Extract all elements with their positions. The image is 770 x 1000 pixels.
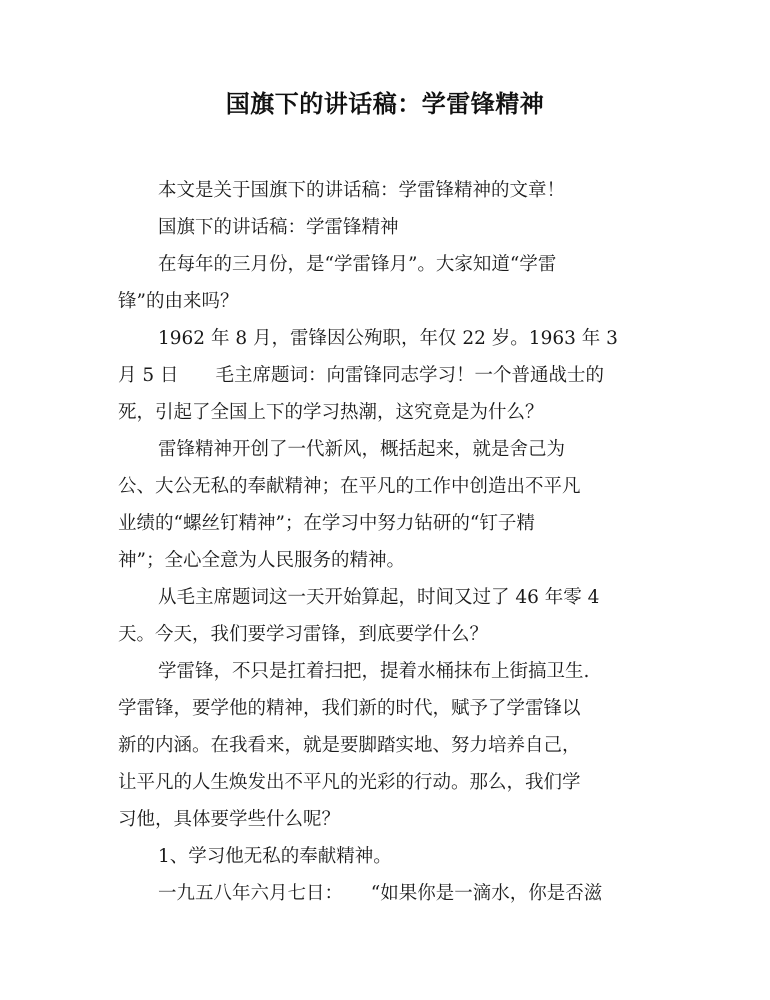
body-line: 一九五八年六月七日： “如果你是一滴水，你是否滋: [158, 883, 603, 904]
body-line: 月 5 日 毛主席题词：向雷锋同志学习！一个普通战士的: [118, 365, 605, 386]
document-title: 国旗下的讲话稿：学雷锋精神: [225, 90, 545, 118]
body-line: 业绩的“螺丝钉精神”；在学习中努力钻研的“钉子精: [118, 513, 535, 534]
body-line: 天。今天，我们要学习雷锋，到底要学什么？: [118, 624, 489, 645]
document-body: [118, 172, 658, 912]
body-line: 锋”的由来吗？: [118, 291, 239, 312]
body-line: 国旗下的讲话稿：学雷锋精神: [158, 217, 399, 238]
body-line: 公、大公无私的奉献精神；在平凡的工作中创造出不平凡: [118, 476, 581, 497]
body-line: 学雷锋，不只是扛着扫把，提着水桶抹布上街搞卫生.: [158, 661, 590, 682]
body-line: 本文是关于国旗下的讲话稿：学雷锋精神的文章！: [158, 180, 566, 201]
body-line: 习他，具体要学些什么呢？: [118, 809, 341, 830]
body-line: 学雷锋，要学他的精神，我们新的时代，赋予了学雷锋以: [118, 698, 581, 719]
body-line: 1962 年 8 月，雷锋因公殉职，年仅 22 岁。1963 年 3: [158, 328, 618, 349]
body-line: 让平凡的人生焕发出不平凡的光彩的行动。那么，我们学: [118, 772, 581, 793]
body-line: 死，引起了全国上下的学习热潮，这究竟是为什么？: [118, 402, 544, 423]
body-line: 雷锋精神开创了一代新风，概括起来，就是舍己为: [158, 439, 566, 460]
body-line: 在每年的三月份，是“学雷锋月”。大家知道“学雷: [158, 254, 557, 275]
body-line: 从毛主席题词这一天开始算起，时间又过了 46 年零 4: [158, 587, 600, 608]
body-line: 1、学习他无私的奉献精神。: [158, 846, 392, 867]
body-line: 神”；全心全意为人民服务的精神。: [118, 550, 405, 571]
body-line: 新的内涵。在我看来，就是要脚踏实地、努力培养自己，: [118, 735, 581, 756]
